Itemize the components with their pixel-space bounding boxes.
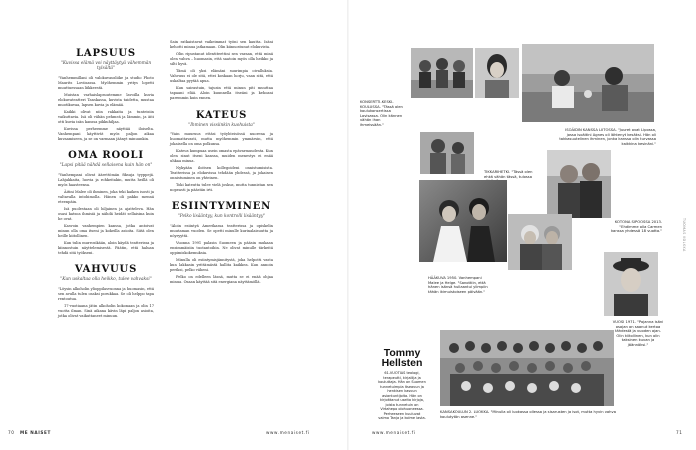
photo-konsertti [411,48,473,98]
paragraph: Nykyään iloitsen kollegoideni onnistumisista. Teatterissa ja elokuvissa tehdään yhdessä, ja jokaisen onnistuminen on yhteinen. [170,166,273,181]
paragraph: Kun tulin murrosikään, aloin käydä teatterissa ja kiinnostuin näyttelemisestä. Päätin, että haluan tehdä sitä työkseni. [58,241,154,256]
profile-box [378,348,426,421]
page-gutter [347,0,349,450]
paragraph: Muistan varhaislapsuutemme lavoilla kuvia elokuvateatteri Tanskassa, kuvista taidetta, mustaa muotikuvaa, lapsen kuvia ja elämää. [58,92,154,108]
section-quote-esiintyminen: "Pelko lisääntyy, kun kontrolli lisääntyy" [177,214,266,220]
paragraph: Kun sairastuin, tajusin että minun piti muuttaa tapaani elää. Aloin kuunnella itseäni ja kehoani paremmin kuin ennen. [170,86,273,101]
section-quote-vahvuus: "Kun uskaltaa olla heikko, tulee vahvaksi" [60,277,152,283]
paragraph: Sain ratkaistavat vaikeimmat työni sen kautta. Isäni kehotti minua jatkamaan. Olin kiinnostunut elokuvista. [170,40,273,50]
paragraph: Isä puolestaan oli hiljainen ja ajatteleva. Hän osasi katsoa ihmisiä ja nähdä heidät sellaisina kuin he ovat. [58,207,154,222]
caption-konsertti: KONSERTTI-KESKI-KOULUSSA. "Tässä olen koulukonsertissa Lovisassa. Olin kännen vähän ihan ihmeissään." [360,100,403,127]
caption-kansakoulu: KANSAKOULUN 2. LUOKKA. "Minulla oli luokassa ollessa ja sisarusten ja isot, mutta hyvin vahva koulutytön asenne." [440,410,616,419]
caption-haakuva: HÄÄKUVA 1950. Vanhempani Malee ja Helge. "Sanottiin, että hänen isänsä hullaantui ylimpiin tähän ikimuistoiseen päivään." [428,276,488,294]
paragraph: Kaikki olivat niin rakkaita ja tunteisiin vaikuttavia. Isä oli vähän pehmeä ja lämmin, ja äiti otti kuvia isän kanssa pikkuhiljaa. [58,110,154,125]
section-heading-lapsuus: LAPSUUS [76,48,136,59]
paragraph: Pelko on edelleen läsnä, mutta se ei enää ohjaa minua. Osaan käyttää sitä energiana näyttämöllä. [170,275,273,285]
left-column-2 [170,40,273,287]
paragraph: Minulla oli esiintymisjännitystä, joka helpotti vasta kun lakkasin yrittämästä hallita kaikkea. Kun annoin periksi, pelko väheni. [170,258,273,273]
paragraph: 17-vuotiaana jätin alkoholin kokonaan ja olin 17 vuotta ilman. Sinä aikana kävin läpi paljon asioita, jotka olivat vaikuttaneet minuun. [58,304,154,319]
photo-kotona-sipoossa [547,150,611,218]
page-number-right: 71 [676,430,683,435]
photo-kansakoulu [440,330,614,406]
paragraph: Äitini Malee oli ihminen, joka teki kaiken isosti ja valtavalla intohimolla. Hänen oli pakko mennä eteenpäin. [58,189,154,205]
section-heading-vahvuus: VAHVUUS [74,264,138,276]
caption-kotona: KOTONA SIPOOSSA 2013. "Ehdimme olla Carmen kanssa yhdessä 18 vuotta." [610,220,662,234]
paragraph: "Aloin esiintyä Amerikassa teatterissa ja opiskelin muutaman vuoden. Se opetti minulle kurinalaisuutta ja nöyryyttä. [170,223,273,238]
paragraph: Tämä oli yksi elämäni suurimpia oivalluksia. Vahvuus ei ole sitä, ettei koskaan horju, vaan sitä, että uskaltaa pyytää apua. [170,69,273,84]
photo-lapset [420,132,474,174]
paragraph: Kuvissa perheemme näyttää iloiselta. Vanhempani käyttivät myös paljon aikaa kuvaamiseen, ja se on varmaan jäänyt minuunkin. [58,127,154,142]
section-heading-kateus: KATEUS [195,109,248,121]
photo-pariskunta [508,214,572,270]
profile-name-first: Tommy [383,347,421,359]
photo-haakuva [419,180,507,262]
caption-vuosi: VUOSI 1971. "Pojanna isäni osajan on saanut kertoa tähdestä ja vuoden ajan. Olin kiitollinen, kun olin taksinen kuvan ja jäännöksi." [612,320,664,347]
photo-credit: TUOMAS KOLKKA [682,218,686,252]
footer-brand: ME NAISET [20,430,51,435]
page-number-left: 70 [8,430,15,435]
paragraph: "Vanhempani olivat äärettömän fiksuja tyyppejä. Lahjakkaita, luovia ja rohkeitakin, mutta heillä oli myös haasteensa. [58,172,154,187]
paragraph: "Löysin alkoholin ylioppilasvuonna ja huomasin, että sen avulla tulen osaksi porukkaa. Se oli helppo tapa rentoutua. [58,286,154,301]
paragraph: "Vanhemmillani oli valokuvausliike ja studio Photo Maurits Loviisassa. Myöhemmin yritys lopetti muuttuessaan liikkeestä. [58,75,154,90]
caption-tikkarihetki: TIKKARIHETKI. "Tässä olen ehkä vähän tässä, tulossa [484,170,533,179]
caption-isoaidin: ISOÄIDIN KANSSA LIITOSSA. "Juuret ovat Lipossa, jossa isoäitini Agnes oli lähtenyt kesäksi. Hän oli takkasuutelinen ihminen, jonka kanssa olin turvassa kaikkina kesinäni." [559,128,656,146]
paragraph: Toki kateutta tulee vielä joskus, mutta tunnistan sen nopeasti ja päästän irti. [170,183,273,193]
profile-name-last: Hellsten [381,357,423,369]
footer-url-left: www.menaiset.fi [266,430,310,435]
section-heading-esiintyminen: ESIINTYMINEN [171,201,272,213]
section-quote-kateus: "Ihminen vissiinkin kuohuista" [188,122,255,128]
paragraph: Kateus kumpuaa usein omasta epävarmuudesta. Kun olen sinut itseni kanssa, muiden menestys ei enää uhkaa minua. [170,149,273,164]
section-heading-oma-rooli: OMA ROOLI [68,150,144,162]
profile-bio: 61-VUOTIAS teologi, terapeutti, kirjailija ja kouluttaja. Hän on Suomen tunnetuimpia itseavun ja henkisen kasvun asiantuntijoita. Hän on kirjoittanut useita kirjoja, joista tunnetuin on Virtahepo olohuoneessa. Perheeseen kuuluvat vaimo Tanja ja kolme lasta. [378,371,426,420]
paragraph: Vuonna 1991 palasin Suomeen ja pääsin mukaan ensimmäisiin tuotantoihin. Ne olivat minulle tärkeitä oppimiskokemuksia. [170,240,273,256]
paragraph: "Vain muuruus ettäsi työyhteisössä nuorena ja huomattavasti, mutta myöhemmin ymmärsin, että jokaisella on oma polkunsa. [170,131,273,147]
section-quote-lapsuus: "Kuvissa elämä voi näyttäytyä vähemmän tylsältä" [60,61,152,72]
section-quote-oma-rooli: "Lapsi pitää nähdä sellaisena kuin hän on" [59,163,153,169]
photo-vuosi-1971 [604,252,658,316]
paragraph: Olin ripustanut identiteettini sen varaan, että minä olen vahva – huomasin, että saatoin myös olla heikko ja silti hyvä. [170,52,273,67]
photo-tikkarihetki-top [475,48,519,98]
footer-url-right: www.menaiset.fi [372,430,416,435]
photo-isoaidin-kanssa [522,44,654,122]
left-column-1 [58,48,154,321]
paragraph: Kasvoin vanhempien kanssa, jotka antoivat minun olla oma itseni ja kokeilla asioita. Siitä olen heille kiitollinen. [58,224,154,239]
